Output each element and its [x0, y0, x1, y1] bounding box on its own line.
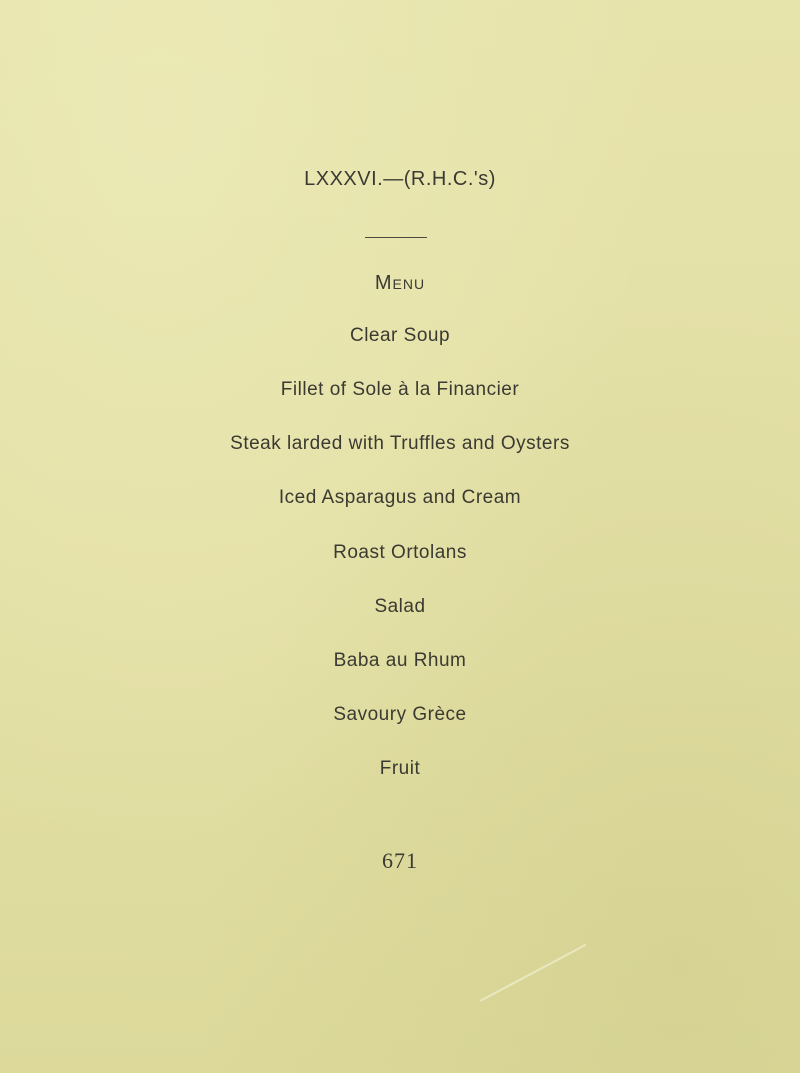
menu-item: Fruit	[379, 758, 421, 779]
menu-item: Baba au Rhum	[333, 650, 467, 671]
divider-rule	[365, 237, 427, 238]
page-number: 671	[382, 848, 418, 873]
menu-item: Roast Ortolans	[333, 542, 467, 563]
menu-item: Iced Asparagus and Cream	[278, 487, 522, 508]
menu-item: Savoury Grèce	[333, 704, 467, 725]
menu-item: Salad	[374, 596, 426, 617]
menu-item: Clear Soup	[349, 325, 451, 346]
paper-crease	[480, 944, 587, 1002]
menu-item: Fillet of Sole à la Financier	[280, 379, 520, 400]
menu-item: Steak larded with Truffles and Oysters	[230, 433, 570, 454]
menu-header: LXXXVI.—(R.H.C.'s)	[304, 168, 496, 190]
menu-title: Menu	[374, 272, 426, 294]
